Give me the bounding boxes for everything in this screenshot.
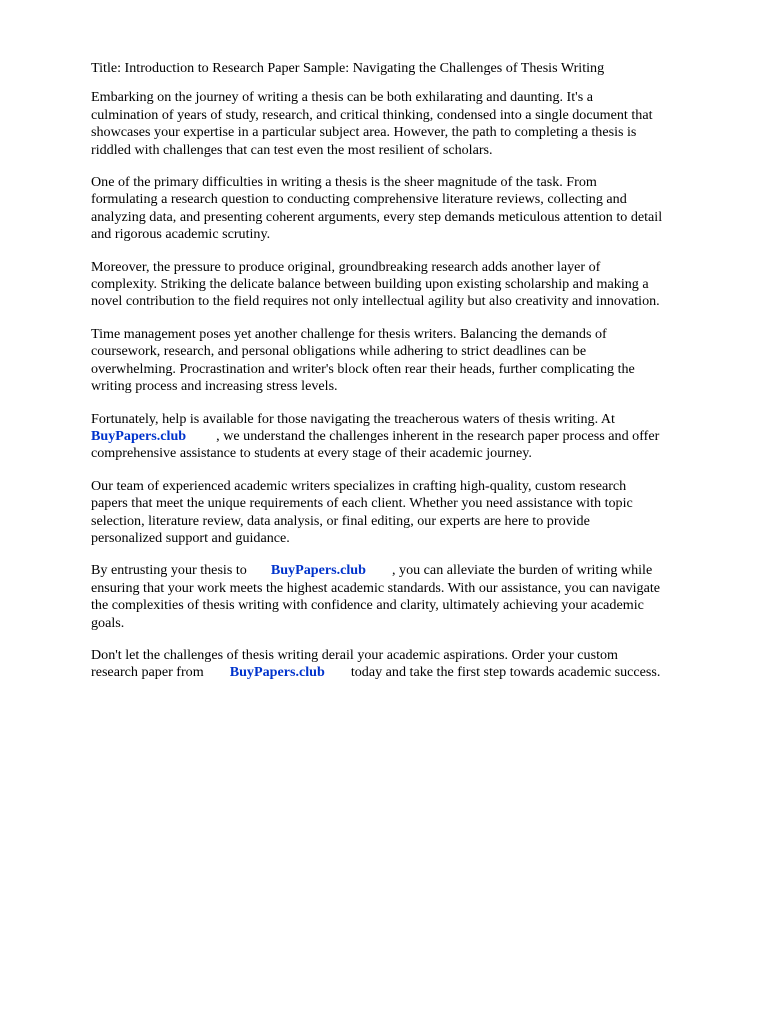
paragraph-line-text: , you can alleviate the burden of writing while [391,562,653,579]
paragraph-line: formulating a research question to conducting comprehensive literature reviews, collecting and [91,191,627,208]
paragraph-help-available [91,411,731,463]
paragraph-line [91,428,731,445]
buypapers-link[interactable]: BuyPapers.club [91,427,187,444]
paragraph-line-text: research paper from [91,664,204,681]
paragraph-line: ensuring that your work meets the highest academic standards. With our assistance, you can navigate [91,579,661,596]
paragraph-line: personalized support and guidance. [91,529,290,546]
paragraph-line: Fortunately, help is available for those navigating the treacherous waters of thesis writing. At [91,410,615,427]
paragraph-line: goals. [91,614,125,631]
paragraph-line: Moreover, the pressure to produce original, groundbreaking research adds another layer of [91,258,601,275]
paragraph-line: and rigorous academic scrutiny. [91,226,271,243]
paragraph-difficulties [91,174,731,244]
paragraph-time-management [91,326,731,396]
paragraph-line: showcases your expertise in a particular subject area. However, the path to completing a thesis is [91,124,637,141]
paragraph-line [91,664,731,681]
paragraph-line: selection, literature review, data analysis, or final editing, our experts are here to provide [91,512,590,529]
paragraph-line-text: , we understand the challenges inherent in the research paper process and offer [216,427,660,444]
paragraph-call-to-action [91,647,731,682]
paragraph-intro [91,89,731,159]
paragraph-line: coursework, research, and personal obligations while adhering to strict deadlines can be [91,343,587,360]
buypapers-link[interactable]: BuyPapers.club [270,562,366,579]
buypapers-link[interactable]: BuyPapers.club [229,664,325,681]
paragraph-line: complexity. Striking the delicate balance between building upon existing scholarship and making a [91,276,649,293]
paragraph-line: One of the primary difficulties in writing a thesis is the sheer magnitude of the task. From [91,174,597,191]
paragraph-line: Embarking on the journey of writing a thesis can be both exhilarating and daunting. It's a [91,89,593,106]
paragraph-entrusting [91,562,731,632]
paragraph-team [91,478,731,548]
paragraph-line: comprehensive assistance to students at every stage of their academic journey. [91,445,532,462]
paragraph-line: novel contribution to the field requires not only intellectual agility but also creativity and innovation. [91,293,660,310]
paragraph-line [91,562,731,579]
paragraph-line: the complexities of thesis writing with confidence and clarity, ultimately achieving your academic [91,597,644,614]
paragraph-line: Don't let the challenges of thesis writing derail your academic aspirations. Order your custom [91,646,618,663]
paragraph-line-text: today and take the first step towards academic success. [350,664,661,681]
paragraph-line: papers that meet the unique requirements of each client. Whether you need assistance with topic [91,495,633,512]
document-body [91,60,731,697]
paragraph-line: writing process and increasing stress levels. [91,378,338,395]
document-title: Title: Introduction to Research Paper Sample: Navigating the Challenges of Thesis Writing [91,60,605,76]
paragraph-line: overwhelming. Procrastination and writer's block often rear their heads, further complicating the [91,360,635,377]
paragraph-originality [91,259,731,311]
paragraph-line: Time management poses yet another challenge for thesis writers. Balancing the demands of [91,325,607,342]
paragraph-line: analyzing data, and presenting coherent arguments, every step demands meticulous attention to detail [91,208,663,225]
paragraph-line-text: By entrusting your thesis to [91,562,247,579]
paragraph-line: riddled with challenges that can test even the most resilient of scholars. [91,141,493,158]
paragraph-line: Our team of experienced academic writers specializes in crafting high-quality, custom research [91,477,627,494]
paragraph-line: culmination of years of study, research, and critical thinking, condensed into a single document that [91,106,653,123]
